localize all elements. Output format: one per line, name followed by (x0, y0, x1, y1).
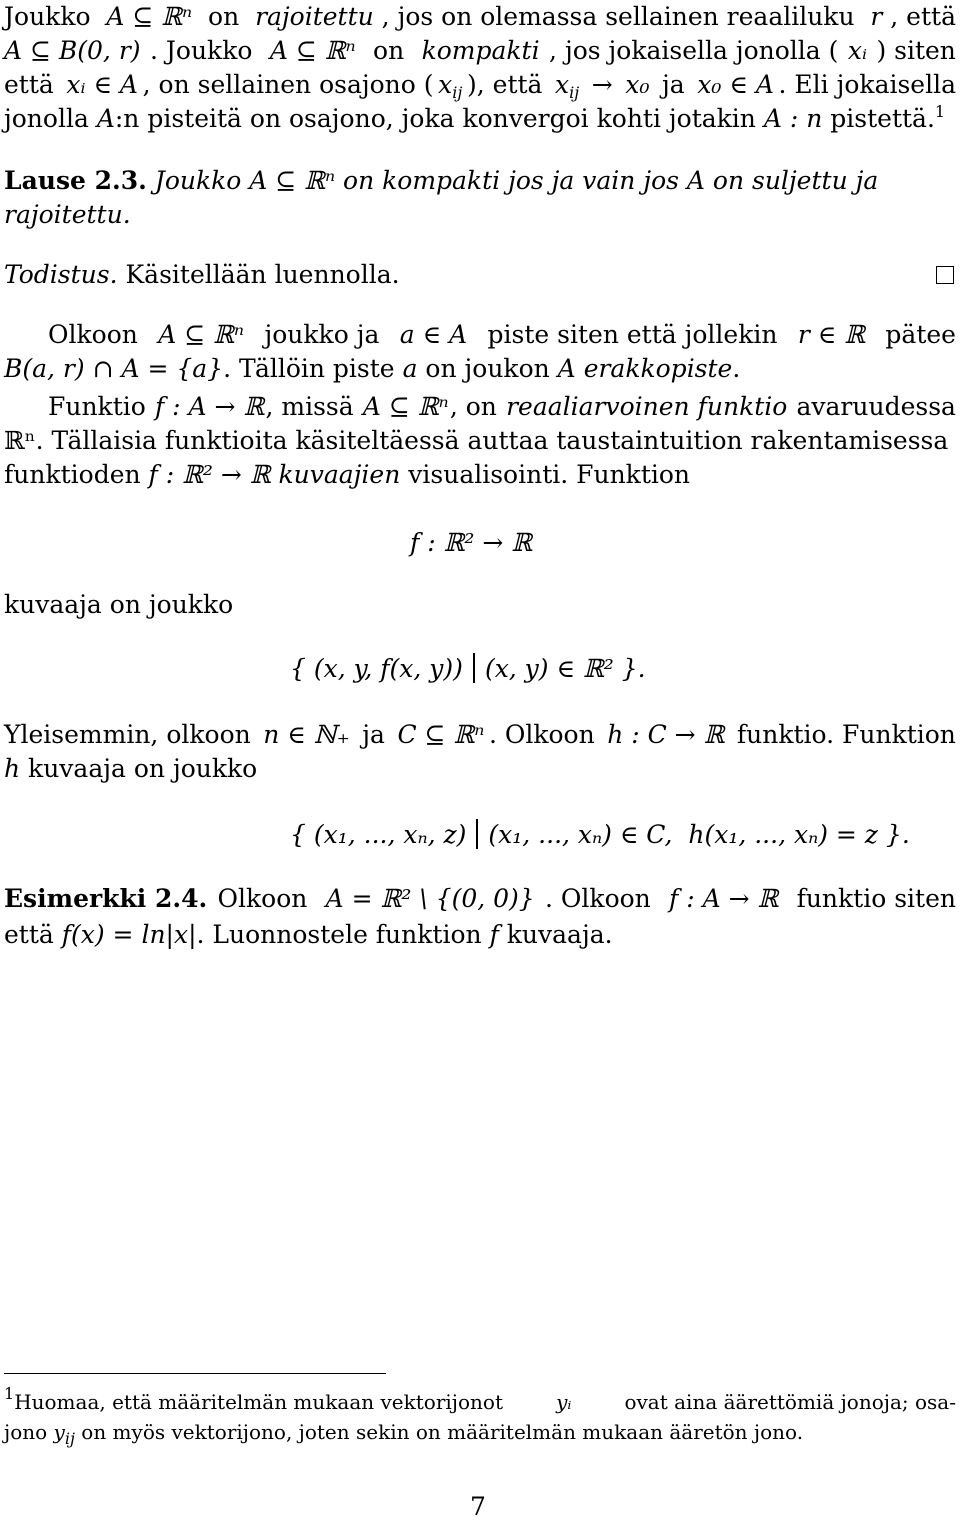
isolated-point-line-2: B(a, r) ∩ A = {a}. Tällöin piste a on joukon A erakkopiste. (4, 354, 741, 383)
example-line-1: Esimerkki 2.4. Olkoon A = ℝ² \ {(0, 0)} . Olkoon f : A → ℝ funktio siten (4, 882, 956, 916)
graph-intro-text: kuvaaja on joukko (4, 590, 234, 619)
example-label: Esimerkki 2.4. (4, 884, 208, 913)
function-line-2: ℝⁿ. Tällaisia funktioita käsiteltäessä auttaa taustaintuition rakentamisessa (4, 426, 949, 455)
set-builder-bar (473, 653, 475, 683)
footnote-rule (4, 1373, 386, 1374)
display-graph-set: { (x, y, f(x, y)) (x, y) ∈ ℝ² }. (290, 654, 646, 683)
qed-box-icon (936, 266, 954, 284)
theorem-line-2: rajoitettu. (4, 200, 131, 229)
footnote-marker: 1 (934, 102, 946, 121)
definition-line-4: jonolla A:n pisteitä on osajono, joka konvergoi kohti jotakin A : n pistettä.$^1$ (4, 102, 946, 133)
page-number: 7 (470, 1492, 486, 1521)
definition-line-3: että xᵢ ∈ A , on sellainen osajono ( $x_{ij}$ ), että $x_{ij}$ → x₀ ja x₀ ∈ A . Eli jokaisella (4, 70, 956, 102)
function-line-1: Funktio f : A → ℝ , missä A ⊆ ℝⁿ , on reaaliarvoinen funktio avaruudessa (48, 392, 956, 421)
proof-label: Todistus. (4, 260, 118, 289)
theorem-label: Lause 2.3. (4, 166, 147, 195)
general-graph-line-2: h kuvaaja on joukko (4, 754, 258, 783)
theorem-line-1 (4, 164, 956, 198)
theorem-text: Joukko A ⊆ ℝⁿ on kompakti jos ja vain jos A on suljettu ja (154, 166, 879, 195)
set-builder-bar (476, 819, 478, 849)
isolated-point-line-1: Olkoon A ⊆ ℝⁿ joukko ja a ∈ A piste siten että jollekin r ∈ ℝ pätee (48, 320, 956, 349)
function-line-3: funktioden f : ℝ² → ℝ kuvaajien visualisointi. Funktion (4, 460, 691, 489)
display-function-map: f : ℝ² → ℝ (410, 528, 532, 557)
footnote-line-2: jono $y_{ij}$ on myös vektorijono, joten sekin on määritelmän mukaan ääretön jono. (4, 1420, 804, 1448)
footnote-line-1: $^1$Huomaa, että määritelmän mukaan vektorijonot yᵢ ovat aina äärettömiä jonoja; osa- (4, 1384, 956, 1414)
definition-line-2: A ⊆ B(0, r) . Joukko A ⊆ ℝⁿ on kompakti , jos jokaisella jonolla ( xᵢ ) siten (4, 36, 956, 65)
display-general-graph-set: { (x₁, ..., xₙ, z) (x₁, ..., xₙ) ∈ C, h(x₁, ..., xₙ) = z }. (290, 820, 910, 849)
definition-line-1: Joukko A ⊆ ℝⁿ on rajoitettu , jos on olemassa sellainen reaaliluku r , että (4, 2, 956, 31)
general-graph-line-1: Yleisemmin, olkoon n ∈ ℕ₊ ja C ⊆ ℝⁿ . Olkoon h : C → ℝ funktio. Funktion (4, 720, 956, 749)
proof-line: Todistus. Käsitellään luennolla. (4, 260, 400, 289)
example-line-2: että f(x) = ln|x|. Luonnostele funktion f kuvaaja. (4, 920, 613, 949)
